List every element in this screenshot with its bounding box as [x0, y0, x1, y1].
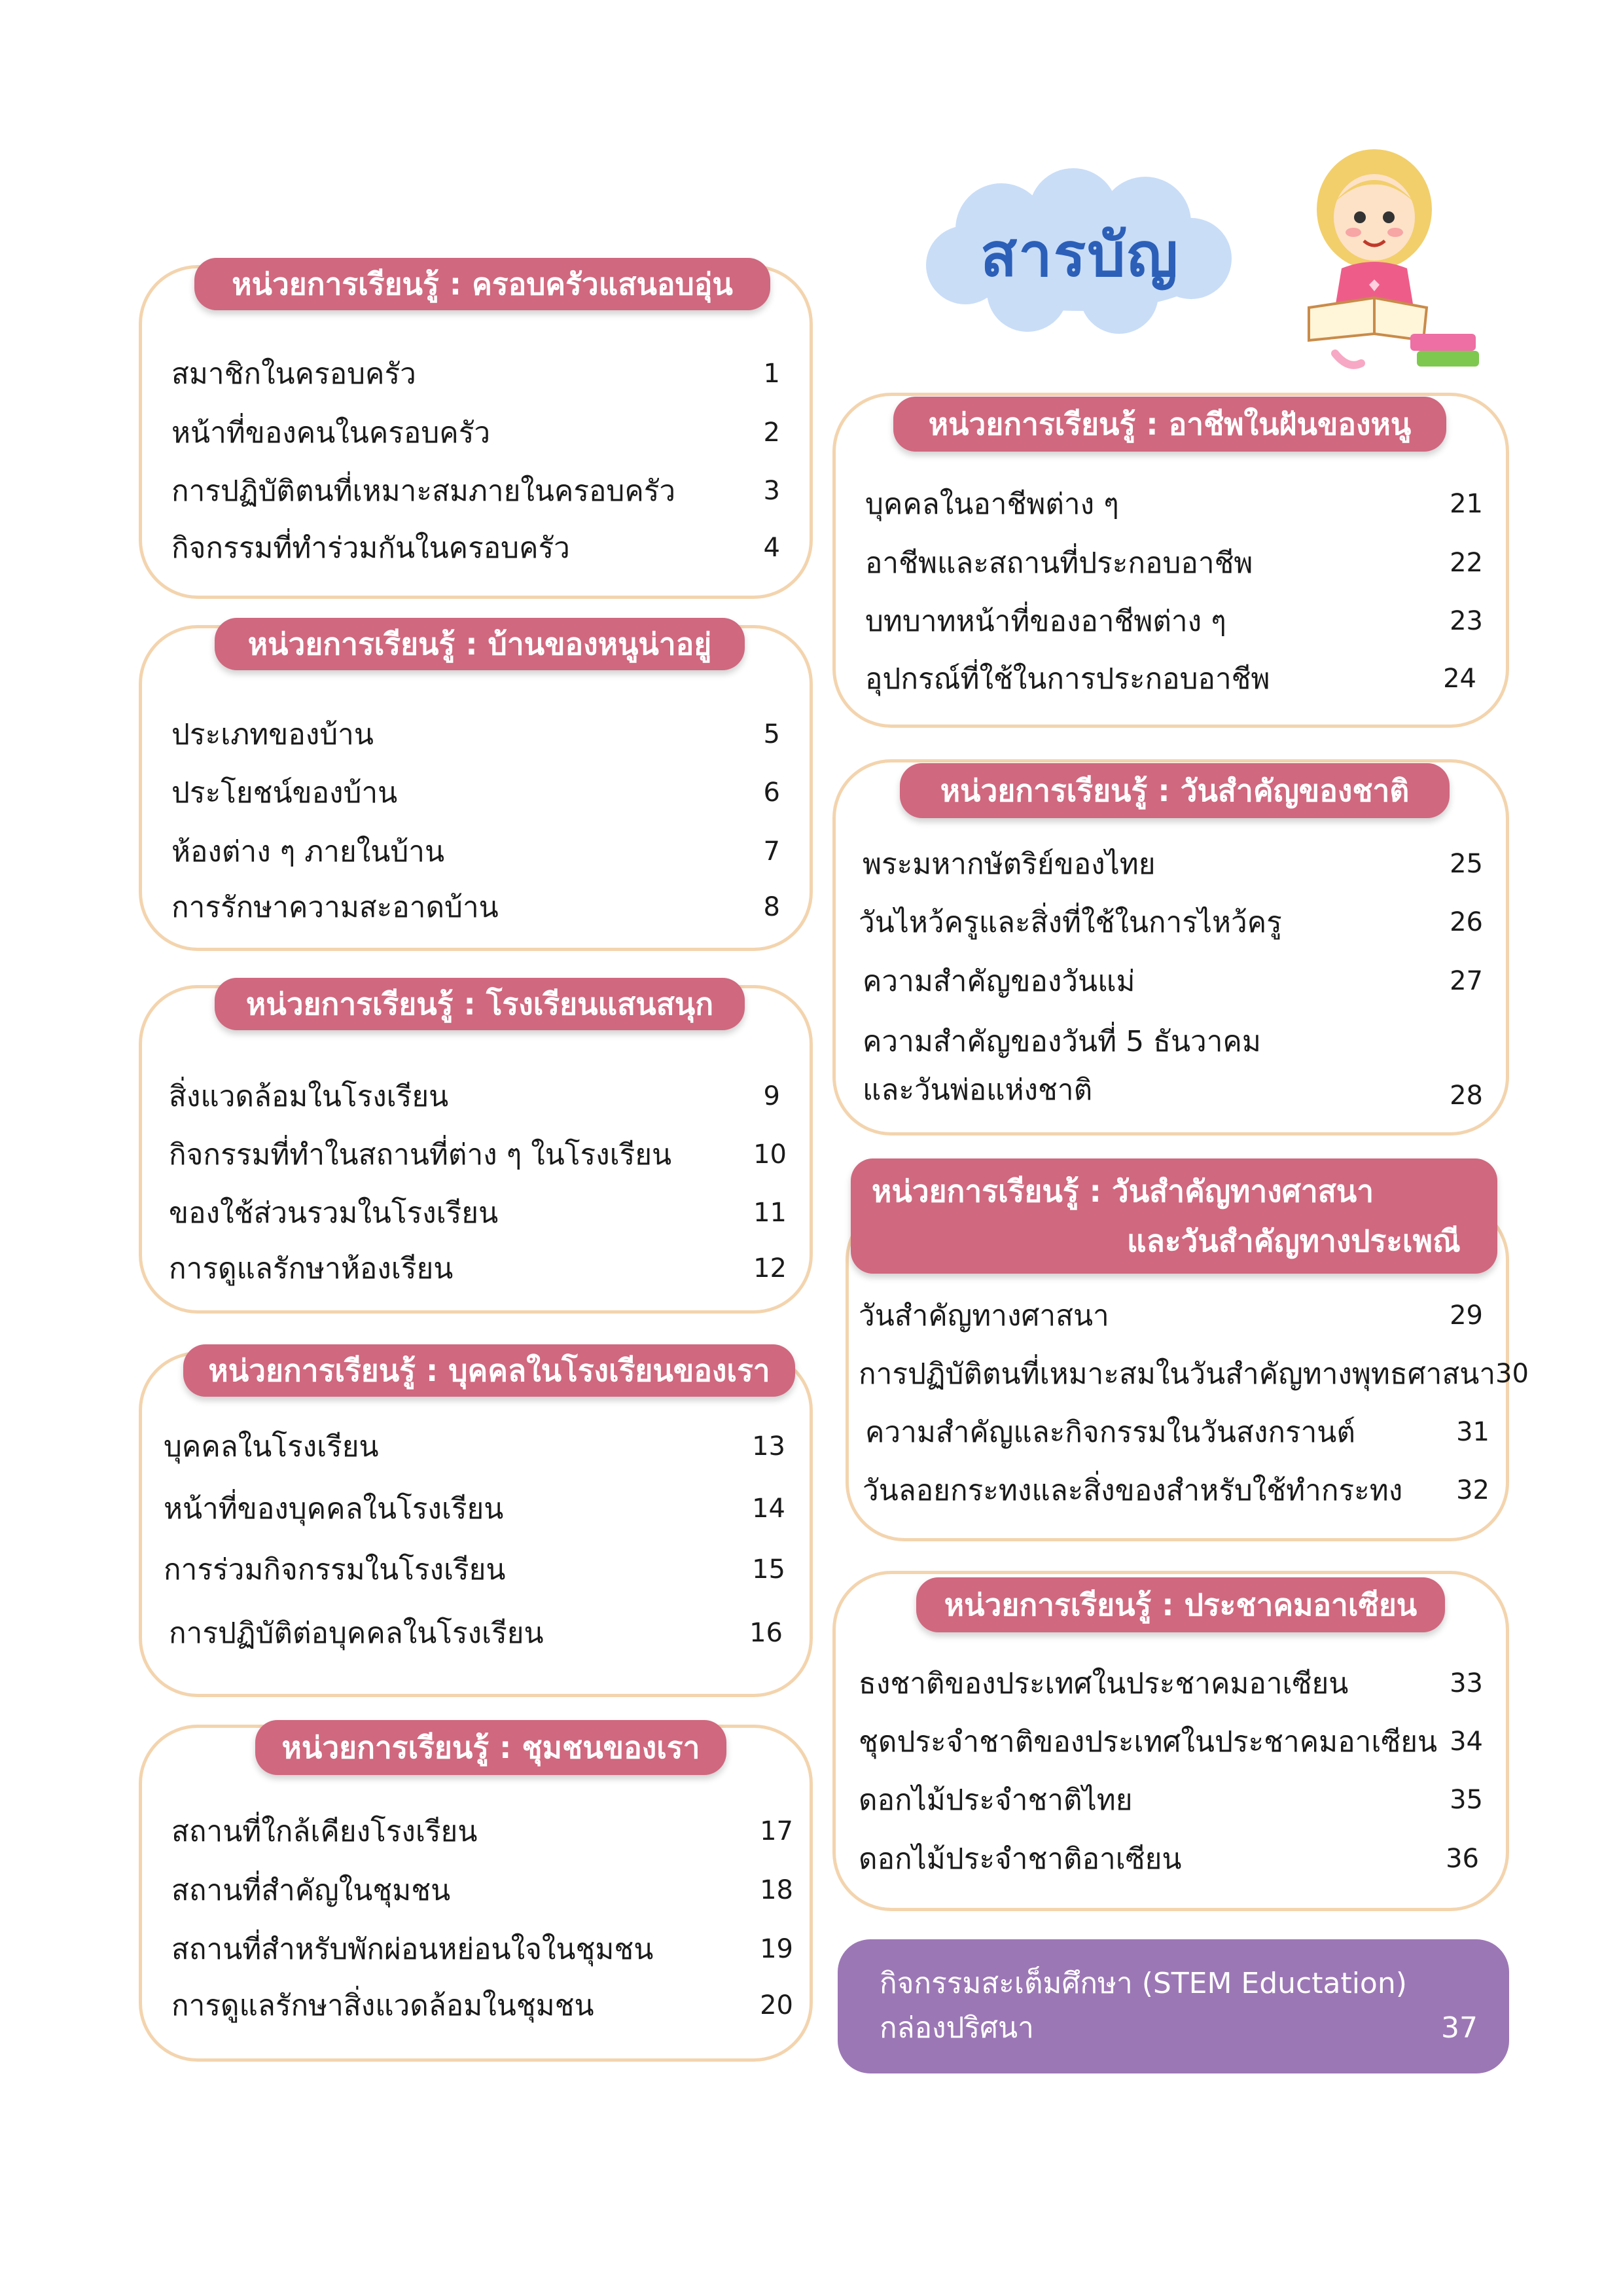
toc-entry-page: 4 — [763, 533, 780, 563]
toc-entry-page: 34 — [1450, 1727, 1483, 1757]
toc-entry-title: วันลอยกระทงและสิ่งของสำหรับใช้ทำกระทง — [863, 1474, 1403, 1507]
stem-line2: กล่องปริศนา — [880, 2011, 1034, 2045]
toc-entry-page: 17 — [760, 1816, 793, 1846]
unit-heading-asean: หน่วยการเรียนรู้ : ประชาคมอาเซียน — [916, 1577, 1445, 1632]
toc-entry[interactable] — [865, 656, 1476, 702]
toc-entry-title: ประเภทของบ้าน — [171, 718, 374, 751]
toc-entry-title: อาชีพและสถานที่ประกอบอาชีพ — [865, 547, 1253, 580]
toc-entry[interactable] — [169, 1610, 783, 1656]
unit-heading-school-people: หน่วยการเรียนรู้ : บุคคลในโรงเรียนของเรา — [183, 1344, 795, 1397]
toc-entry-title: การร่วมกิจกรรมในโรงเรียน — [164, 1553, 506, 1587]
toc-entry-page: 19 — [760, 1934, 793, 1964]
toc-entry-title: สิ่งแวดล้อมในโรงเรียน — [169, 1080, 449, 1113]
toc-entry-page: 7 — [763, 836, 780, 867]
toc-entry-page: 16 — [749, 1618, 783, 1648]
toc-entry[interactable] — [171, 770, 780, 816]
toc-entry-page: 5 — [763, 719, 780, 749]
toc-entry-page: 32 — [1456, 1475, 1489, 1505]
girl-reading-illustration — [1296, 144, 1486, 380]
toc-entry[interactable] — [859, 1836, 1479, 1882]
toc-entry-title: การปฏิบัติตนที่เหมาะสมในวันสำคัญทางพุทธศาสนา — [859, 1357, 1496, 1391]
toc-entry[interactable] — [865, 598, 1483, 644]
toc-entry-title: สถานที่สำคัญในชุมชน — [171, 1874, 451, 1907]
toc-entry[interactable] — [859, 1777, 1483, 1823]
unit-heading-school: หน่วยการเรียนรู้ : โรงเรียนแสนสนุก — [215, 978, 745, 1030]
toc-entry[interactable] — [171, 351, 780, 397]
toc-entry[interactable] — [863, 958, 1483, 1004]
toc-entry[interactable] — [171, 468, 780, 514]
toc-entry-title: บุคคลในโรงเรียน — [164, 1430, 379, 1463]
toc-entry-title: ความสำคัญของวันแม่ — [863, 965, 1135, 998]
toc-entry-page: 28 — [1450, 1081, 1483, 1111]
toc-entry-page: 31 — [1456, 1417, 1489, 1447]
toc-entry-page: 22 — [1450, 548, 1483, 578]
unit-heading-home: หน่วยการเรียนรู้ : บ้านของหนูน่าอยู่ — [215, 618, 745, 670]
toc-entry-page: 1 — [763, 359, 780, 389]
toc-entry[interactable] — [169, 1190, 787, 1236]
toc-entry-page: 26 — [1450, 907, 1483, 937]
unit-heading-careers: หน่วยการเรียนรู้ : อาชีพในฝันของหนู — [893, 397, 1446, 452]
toc-entry-title: บทบาทหน้าที่ของอาชีพต่าง ๆ — [865, 605, 1226, 638]
toc-entry[interactable] — [859, 1293, 1483, 1338]
toc-entry-page: 6 — [763, 778, 780, 808]
toc-entry-title: การรักษาความสะอาดบ้าน — [171, 891, 499, 924]
toc-entry[interactable] — [164, 1486, 785, 1532]
unit-heading-religious-days — [851, 1158, 1497, 1274]
toc-entry-title: หน้าที่ของคนในครอบครัว — [171, 416, 491, 450]
toc-entry[interactable] — [859, 1660, 1483, 1706]
toc-entry-title: ดอกไม้ประจำชาติอาเซียน — [859, 1842, 1182, 1876]
stem-page: 37 — [1441, 2011, 1478, 2045]
toc-entry-title-line2: และวันพ่อแห่งชาติ — [863, 1073, 1093, 1107]
page-title: สารบัญ — [980, 219, 1180, 290]
toc-entry[interactable] — [169, 1246, 787, 1291]
toc-entry[interactable] — [863, 1016, 1483, 1115]
toc-entry[interactable] — [171, 711, 780, 757]
toc-entry[interactable] — [859, 1351, 1529, 1397]
stem-line1: กิจกรรมสะเต็มศึกษา (STEM Eductation) — [880, 1967, 1407, 2000]
toc-entry-page: 2 — [763, 418, 780, 448]
toc-entry-title: การดูแลรักษาสิ่งแวดล้อมในชุมชน — [171, 1989, 594, 2022]
stem-activity-box[interactable] — [838, 1939, 1509, 2073]
unit-heading-family: หน่วยการเรียนรู้ : ครอบครัวแสนอบอุ่น — [194, 258, 770, 310]
toc-entry[interactable] — [863, 1467, 1489, 1513]
toc-entry-page: 9 — [763, 1081, 780, 1111]
toc-entry-title: ของใช้ส่วนรวมในโรงเรียน — [169, 1196, 499, 1230]
toc-entry-title: กิจกรรมที่ทำร่วมกันในครอบครัว — [171, 531, 570, 565]
toc-entry-title: ชุดประจำชาติของประเทศในประชาคมอาเซียน — [859, 1725, 1438, 1759]
toc-entry-title: สถานที่ใกล้เคียงโรงเรียน — [171, 1815, 478, 1848]
toc-entry-title: ความสำคัญและกิจกรรมในวันสงกรานต์ — [865, 1416, 1355, 1449]
toc-entry[interactable] — [865, 1409, 1489, 1455]
toc-entry-page: 3 — [763, 476, 780, 506]
unit-heading-national-days: หน่วยการเรียนรู้ : วันสำคัญของชาติ — [900, 763, 1450, 818]
toc-entry-page: 25 — [1450, 849, 1483, 879]
toc-entry-title: การปฏิบัติตนที่เหมาะสมภายในครอบครัว — [171, 475, 676, 508]
toc-entry[interactable] — [164, 1547, 785, 1592]
title-cloud — [903, 167, 1257, 337]
toc-entry[interactable] — [171, 1982, 793, 2028]
toc-entry-page: 33 — [1450, 1668, 1483, 1698]
toc-entry-title: สถานที่สำหรับพักผ่อนหย่อนใจในชุมชน — [171, 1933, 654, 1966]
toc-entry-title: กิจกรรมที่ทำในสถานที่ต่าง ๆ ในโรงเรียน — [169, 1138, 672, 1172]
toc-entry-title: อุปกรณ์ที่ใช้ในการประกอบอาชีพ — [865, 662, 1270, 696]
toc-entry[interactable] — [863, 841, 1483, 887]
toc-entry-page: 10 — [753, 1139, 787, 1170]
toc-entry-title: ดอกไม้ประจำชาติไทย — [859, 1784, 1133, 1817]
toc-entry-page: 30 — [1495, 1359, 1529, 1389]
toc-entry-title: ธงชาติของประเทศในประชาคมอาเซียน — [859, 1667, 1349, 1700]
toc-entry-title: วันสำคัญทางศาสนา — [859, 1299, 1109, 1333]
toc-entry-title — [863, 1018, 1261, 1115]
toc-entry-page: 35 — [1450, 1785, 1483, 1815]
toc-entry[interactable] — [169, 1132, 787, 1177]
toc-entry[interactable] — [859, 1719, 1483, 1765]
toc-entry[interactable] — [171, 829, 780, 874]
toc-entry-title: วันไหว้ครูและสิ่งที่ใช้ในการไหว้ครู — [859, 906, 1282, 939]
toc-entry-title: ห้องต่าง ๆ ภายในบ้าน — [171, 835, 445, 869]
toc-entry-page: 21 — [1450, 489, 1483, 519]
toc-entry-page: 15 — [752, 1554, 785, 1585]
toc-entry-page: 18 — [760, 1875, 793, 1905]
toc-entry-page: 23 — [1450, 606, 1483, 636]
toc-entry-title: การปฏิบัติต่อบุคคลในโรงเรียน — [169, 1617, 544, 1650]
toc-entry-page: 20 — [760, 1990, 793, 2020]
unit-heading-line1: หน่วยการเรียนรู้ : วันสำคัญทางศาสนา — [872, 1174, 1374, 1209]
toc-entry[interactable] — [171, 1808, 793, 1854]
toc-entry[interactable] — [164, 1424, 785, 1469]
toc-entry[interactable] — [171, 410, 780, 456]
toc-entry-page: 8 — [763, 892, 780, 922]
toc-entry-page: 12 — [753, 1253, 787, 1283]
toc-entry-page: 27 — [1450, 966, 1483, 996]
toc-entry[interactable] — [859, 899, 1483, 945]
toc-entry-title: พระมหากษัตริย์ของไทย — [863, 848, 1156, 881]
toc-entry[interactable] — [169, 1073, 780, 1119]
unit-heading-community: หน่วยการเรียนรู้ : ชุมชนของเรา — [255, 1720, 726, 1775]
toc-entry[interactable] — [171, 1867, 793, 1913]
toc-entry[interactable] — [865, 540, 1483, 586]
toc-entry[interactable] — [171, 1926, 793, 1972]
toc-entry-title-line1: ความสำคัญของวันที่ 5 ธันวาคม — [863, 1025, 1261, 1058]
toc-entry-page: 24 — [1443, 664, 1476, 694]
toc-entry[interactable] — [171, 884, 780, 930]
toc-entry-page: 36 — [1446, 1844, 1479, 1874]
toc-entry-title: ประโยชน์ของบ้าน — [171, 776, 398, 810]
toc-entry-title: หน้าที่ของบุคคลในโรงเรียน — [164, 1492, 504, 1526]
toc-entry-page: 29 — [1450, 1300, 1483, 1331]
toc-entry-page: 13 — [752, 1431, 785, 1462]
toc-entry-title: บุคคลในอาชีพต่าง ๆ — [865, 488, 1119, 521]
toc-entry[interactable] — [171, 525, 780, 571]
toc-entry-title: สมาชิกในครอบครัว — [171, 357, 416, 391]
toc-entry-title: การดูแลรักษาห้องเรียน — [169, 1252, 454, 1285]
toc-entry-page: 11 — [753, 1198, 787, 1228]
toc-entry[interactable] — [865, 481, 1483, 527]
unit-heading-line2: และวันสำคัญทางประเพณี — [1127, 1223, 1461, 1259]
toc-entry-page: 14 — [752, 1494, 785, 1524]
